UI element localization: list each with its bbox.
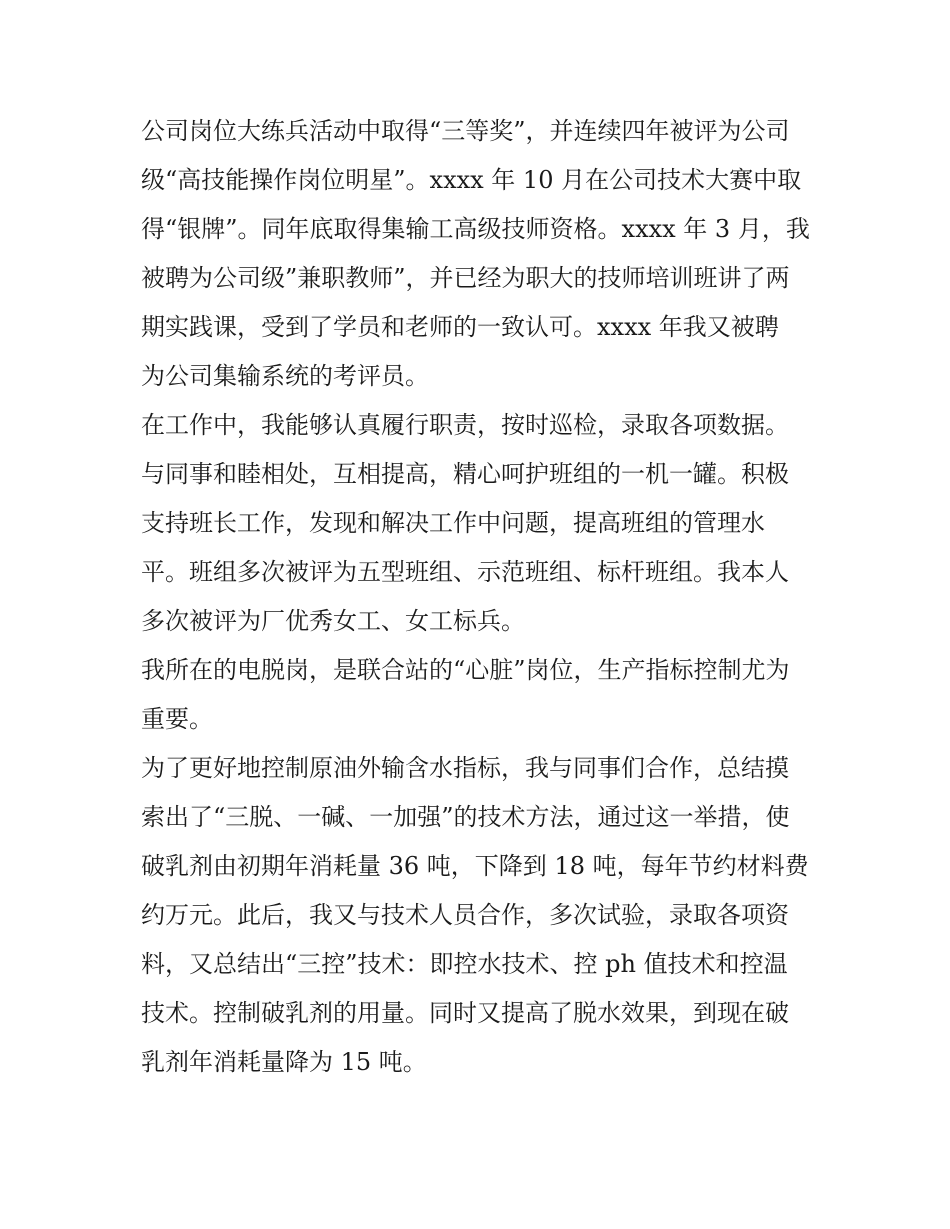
text-line: 破乳剂由初期年消耗量 36 吨，下降到 18 吨，每年节约材料费 (141, 852, 809, 880)
text-line: 支持班长工作，发现和解决工作中问题，提高班组的管理水 (141, 509, 765, 537)
text-line: 为了更好地控制原油外输含水指标，我与同事们合作，总结摸 (141, 754, 789, 782)
body-text (141, 107, 821, 1087)
text-line: 我所在的电脱岗，是联合站的“心脏”岗位，生产指标控制尤为 (141, 656, 790, 684)
text-line: 料，又总结出“三控”技术：即控水技术、控 ph 值技术和控温 (141, 950, 788, 978)
text-line: 乳剂年消耗量降为 15 吨。 (141, 1048, 427, 1076)
text-line: 级“高技能操作岗位明星”。xxxx 年 10 月在公司技术大赛中取 (141, 166, 802, 194)
text-line: 得“银牌”。同年底取得集输工高级技师资格。xxxx 年 3 月，我 (141, 215, 810, 243)
text-line: 技术。控制破乳剂的用量。同时又提高了脱水效果，到现在破 (141, 999, 789, 1027)
text-line: 被聘为公司级”兼职教师”，并已经为职大的技师培训班讲了两 (141, 264, 790, 292)
text-line: 多次被评为厂优秀女工、女工标兵。 (141, 607, 525, 635)
text-line: 约万元。此后，我又与技术人员合作，多次试验，录取各项资 (141, 901, 789, 929)
text-line: 重要。 (141, 705, 213, 733)
text-line: 与同事和睦相处，互相提高，精心呵护班组的一机一罐。积极 (141, 460, 789, 488)
text-line: 为公司集输系统的考评员。 (141, 362, 429, 390)
text-line: 期实践课，受到了学员和老师的一致认可。xxxx 年我又被聘 (141, 313, 779, 341)
text-line: 在工作中，我能够认真履行职责，按时巡检，录取各项数据。 (141, 411, 789, 439)
text-line: 索出了“三脱、一碱、一加强”的技术方法，通过这一举措，使 (141, 803, 790, 831)
text-line: 公司岗位大练兵活动中取得“三等奖”，并连续四年被评为公司 (141, 117, 790, 145)
text-line: 平。班组多次被评为五型班组、示范班组、标杆班组。我本人 (141, 558, 789, 586)
